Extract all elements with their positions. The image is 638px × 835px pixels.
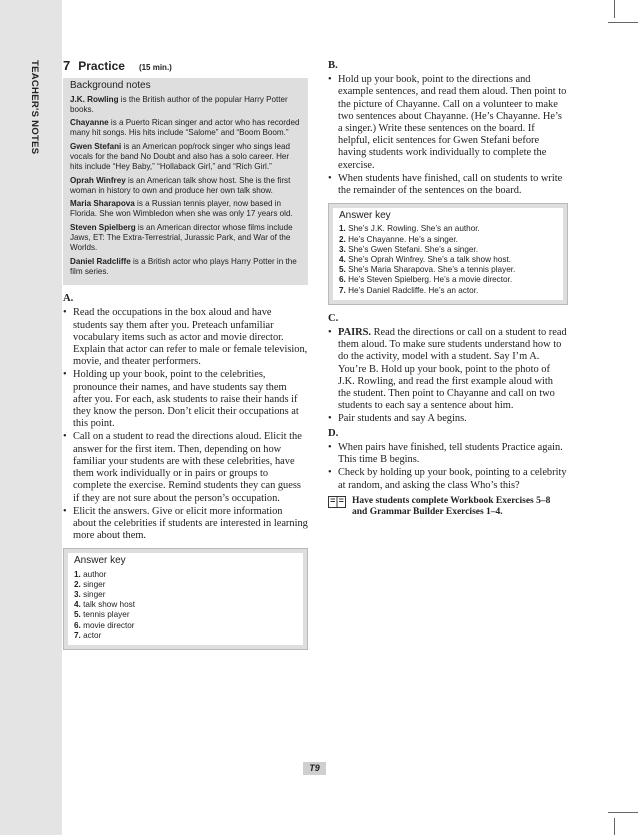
list-item: • Pair students and say A begins. — [328, 413, 568, 425]
list-item: • Read the occupations in the box aloud and have students say them after you. Preteach unfamiliar vocabulary items such as actor and movie director. Explain that actor can refer to male or female television, movie, and theater performers. — [63, 307, 308, 368]
exercise-time: (15 min.) — [138, 63, 172, 72]
workbook-note — [328, 496, 568, 518]
answer-row: 1. author — [74, 569, 107, 579]
answer-row: 5. She’s Maria Sharapova. She’s a tennis player. — [339, 265, 516, 275]
section-b-list — [328, 74, 568, 197]
answer-row: 5. tennis player — [74, 610, 130, 620]
note-item: J.K. Rowling is the British author of the popular Harry Potter books. — [70, 94, 288, 114]
list-item: • Check by holding up your book, pointing to a celebrity at random, and asking the class Who’s this? — [328, 467, 568, 491]
section-a-list — [63, 307, 308, 542]
workbook-icon — [328, 496, 346, 508]
note-item: Steven Spielberg is an American director whose films include Jaws, ET: The Extra-Terrestrial, Jurassic Park, and War of the Worlds. — [70, 222, 293, 253]
crop-mark — [608, 22, 638, 23]
crop-mark — [614, 818, 615, 835]
list-item: • PAIRS. Read the directions or call on a student to read them aloud. To make sure students understand how to do the activity, model with a student. Say I’m A. You’re B. Hold up your book, point to the photo of J.K. Rowling, and read the first example aloud with the student. Then point to Chayanne and call on two students to each say a sentence about him. — [328, 327, 568, 412]
background-notes-title: Background notes — [70, 80, 151, 92]
answer-row: 4. She’s Oprah Winfrey. She’s a talk show host. — [339, 255, 512, 265]
note-item: Maria Sharapova is a Russian tennis player, now based in Florida. She won Wimbledon when she was only 17 years old. — [70, 199, 293, 219]
list-item: • Hold up your book, point to the directions and example sentences, and read them aloud. Then point to the picture of Chayanne. Call on a volunteer to make two sentences about Chayanne. (He’s Chayanne. He’s a singer.) Write these sentences on the board. If helpful, elicit sentences for Gwen Stefani before having students work individually to complete the exercise. — [328, 74, 568, 172]
exercise-heading — [63, 60, 308, 74]
sidebar — [0, 0, 62, 835]
list-item: • When students have finished, call on students to write the remainder of the sentences on the board. — [328, 173, 568, 197]
right-column — [328, 60, 568, 518]
page-number: T9 — [303, 762, 326, 775]
left-column — [63, 60, 308, 650]
note-item: Daniel Radcliffe is a British actor who plays Harry Potter in the film series. — [70, 256, 297, 276]
exercise-title: Practice — [78, 59, 125, 73]
list-item: • Elicit the answers. Give or elicit more information about the celebrities if students are interested in learning more about them. — [63, 506, 308, 543]
answer-row: 6. He’s Steven Spielberg. He’s a movie director. — [339, 275, 513, 285]
section-a-label: A. — [63, 293, 74, 305]
answer-row: 2. singer — [74, 579, 106, 589]
section-c-label: C. — [328, 312, 339, 324]
answer-key-title: Answer key — [74, 555, 126, 567]
answer-row: 2. He’s Chayanne. He’s a singer. — [339, 234, 458, 244]
section-d-label: D. — [328, 427, 339, 439]
exercise-number: 7 — [63, 58, 71, 73]
list-item: • Holding up your book, point to the celebrities, pronounce their names, and have students say them after you. For each, ask students to raise their hands if they know the person. Don’t elicit their occupations at this point. — [63, 369, 308, 430]
answer-row: 7. He’s Daniel Radcliffe. He’s an actor. — [339, 285, 479, 295]
pairs-label: PAIRS. — [338, 327, 372, 339]
answer-key-a — [63, 548, 308, 650]
answer-row: 3. singer — [74, 589, 106, 599]
crop-mark — [614, 0, 615, 18]
note-item: Chayanne is a Puerto Rican singer and actor who has recorded many hit songs. His hits include “Salome” and “Boom Boom.” — [70, 118, 300, 138]
note-item: Oprah Winfrey is an American talk show host. She is the first woman in history to own and produce her own talk show. — [70, 175, 291, 195]
note-item: Gwen Stefani is an American pop/rock singer who sings lead vocals for the band No Doubt and also has a solo career. Her hits include “Hey Baby,” “Hollaback Girl,” and “Rich Girl.” — [70, 141, 290, 172]
answer-key-title: Answer key — [339, 210, 391, 222]
background-notes-box — [63, 78, 308, 285]
answer-row: 4. talk show host — [74, 600, 135, 610]
answer-row: 7. actor — [74, 630, 102, 640]
section-b-label: B. — [328, 60, 338, 71]
answer-row: 6. movie director — [74, 620, 135, 630]
answer-row: 1. She’s J.K. Rowling. She’s an author. — [339, 224, 480, 234]
crop-mark — [608, 812, 638, 813]
sidebar-label: TEACHER'S NOTES — [29, 60, 40, 155]
list-item: • When pairs have finished, tell students Practice again. This time B begins. — [328, 442, 568, 466]
workbook-text: Have students complete Workbook Exercises 5–8 and Grammar Builder Exercises 1–4. — [352, 495, 551, 517]
section-d-list — [328, 442, 568, 492]
answer-row: 3. She’s Gwen Stefani. She’s a singer. — [339, 244, 478, 254]
answer-key-b — [328, 203, 568, 305]
list-item: • Call on a student to read the directions aloud. Elicit the answer for the first item. Then, depending on how familiar your students are with these celebrities, have them work individually or in pairs or groups to complete the exercise. Remind students they can guess if they are not sure about the person’s occupation. — [63, 431, 308, 504]
section-c-list — [328, 327, 568, 426]
